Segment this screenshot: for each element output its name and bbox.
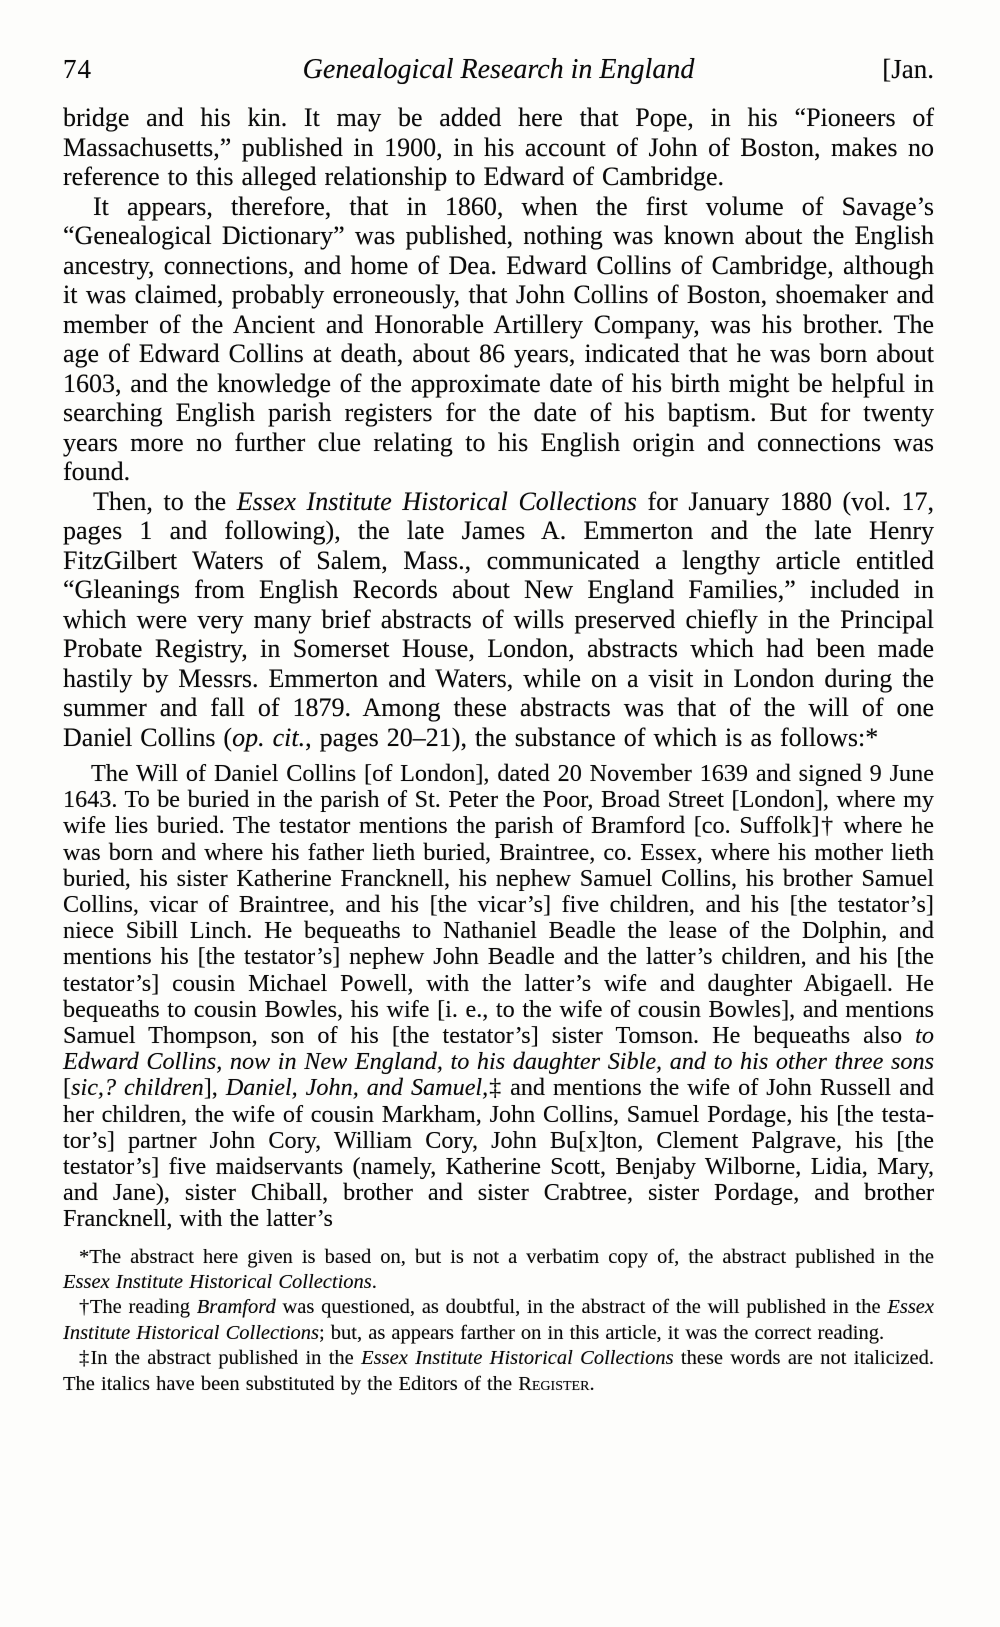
italic-run: Daniel, John, and Samuel, (225, 1074, 489, 1102)
text-run: , pages 20–21), the substance of which is as follows:* (305, 722, 879, 752)
text-run: for January 1880 (vol. 17, pages 1 and following), the late James A. Emmerton and the late Henry FitzGilbert Waters of Salem, Mass., communicated a lengthy article entitled “Gleanings from English Records about New England Families,” included in which were very many brief abstracts of wills preserved chiefly in the Principal Probate Registry, in Somerset House, London, abstracts which had been made hastily by Messrs. Emmerton and Waters, while on a visit in London during the summer and fall of 1879. Among these abstracts was that of the will of one Daniel Collins ( (63, 486, 934, 752)
text-run: these words are not italicized. The italics have been substituted by the Editors of the (63, 1347, 934, 1395)
italic-run: sic,? children (71, 1074, 204, 1102)
running-head (63, 54, 934, 85)
issue-label: [Jan. (882, 54, 934, 84)
text-run: *The abstract here given is based on, but is not a verbatim copy of, the abstract published in the (79, 1245, 934, 1268)
smallcaps-run: Register (518, 1372, 590, 1395)
page-number: 74 (63, 54, 92, 84)
italic-run: Essex Institute Historical Collections (63, 1296, 934, 1344)
text-run: bridge and his kin. It may be added here that Pope, in his “Pioneers of Massachusetts,” published in 1900, in his account of John of Boston, makes no reference to this alleged relationship to Edward of Cambridge. (63, 103, 934, 191)
text-run: . (371, 1271, 377, 1294)
text-run: Then, to the (93, 486, 237, 516)
text-run: ], (203, 1074, 226, 1102)
footnote-asterisk (63, 1245, 934, 1296)
text-run: It appears, therefore, that in 1860, when the first volume of Savage’s “Genealogical Dictionary” was published, nothing was known about the English ancestry, connections, and home of Dea. Edward Collins of Cambridge, although it was claimed, probably erroneously, that John Collins of Boston, shoemaker and member of the Ancient and Honorable Artillery Company, was his brother. The age of Edward Collins at death, about 86 years, indicated that he was born about 1603, and the knowledge of the approximate date of his birth might be helpful in searching English parish registers for the date of his baptism. But for twenty years more no further clue relating to his English origin and connections was found. (63, 191, 934, 486)
paragraph-savage-dictionary (63, 192, 934, 487)
will-abstract-paragraph (63, 761, 934, 1233)
text-run: . (589, 1372, 595, 1395)
text-run: †The reading (79, 1296, 197, 1319)
italic-run: to Edward Collins, now in New England, to his daughter Sible, and to his other three sons (63, 1022, 934, 1076)
italic-run: Essex Institute Historical Collections (236, 486, 637, 516)
footnote-double-dagger (63, 1346, 934, 1397)
article-body (63, 103, 934, 1233)
running-title: Genealogical Research in England (302, 54, 695, 85)
paragraph-continued (63, 103, 934, 192)
footnote-dagger (63, 1295, 934, 1346)
paragraph-essex-institute (63, 487, 934, 753)
text-run: ‡In the abstract published in the (79, 1347, 362, 1370)
text-run: [ (63, 1074, 72, 1102)
text-run: was questioned, as doubtful, in the abstract of the will published in the (275, 1296, 888, 1319)
text-run: ‡ and mentions the wife of John Russell and her children, the wife of cousin Markham, John Collins, Samuel Pordage, his [the testator’s] partner John Cory, William Cory, John Bu[x]ton, Clement Palgrave, his [the testator’s] five maidservants (namely, Katherine Scott, Benjaby Wilborne, Lidia, Mary, and Jane), sister Chiball, brother and sister Crabtree, sister Pordage, and brother Francknell, with the latter’s (63, 1074, 934, 1233)
italic-run: op. cit. (232, 722, 306, 752)
text-run: ; but, as appears farther on in this article, it was the correct reading. (318, 1321, 885, 1344)
footnotes (63, 1245, 934, 1397)
text-run: The Will of Daniel Collins [of London], dated 20 November 1639 and signed 9 June 1643. To be buried in the parish of St. Peter the Poor, Broad Street [London], where my wife lies buried. The testator mentions the parish of Bramford [co. Suffolk]† where he was born and where his father lieth buried, Braintree, co. Essex, where his mother lieth buried, his sister Katherine Francknell, his nephew Samuel Collins, his brother Samuel Collins, vicar of Braintree, and his [the vicar’s] five children, and his [the testator’s] niece Sibill Linch. He bequeaths to Nathaniel Beadle the lease of the Dolphin, and mentions his [the testator’s] nephew John Beadle and the latter’s children, and his [the testator’s] cousin Michael Powell, with the latter’s wife and daughter Abigaell. He bequeaths to cousin Bowles, his wife [i. e., to the wife of cousin Bowles], and mentions Samuel Thompson, son of his [the testator’s] sister Tomson. He bequeaths also (63, 760, 934, 1050)
italic-run: Essex Institute Historical Collections (361, 1347, 674, 1370)
italic-run: Bramford (196, 1296, 276, 1319)
italic-run: Essex Institute Historical Collections (63, 1271, 372, 1294)
